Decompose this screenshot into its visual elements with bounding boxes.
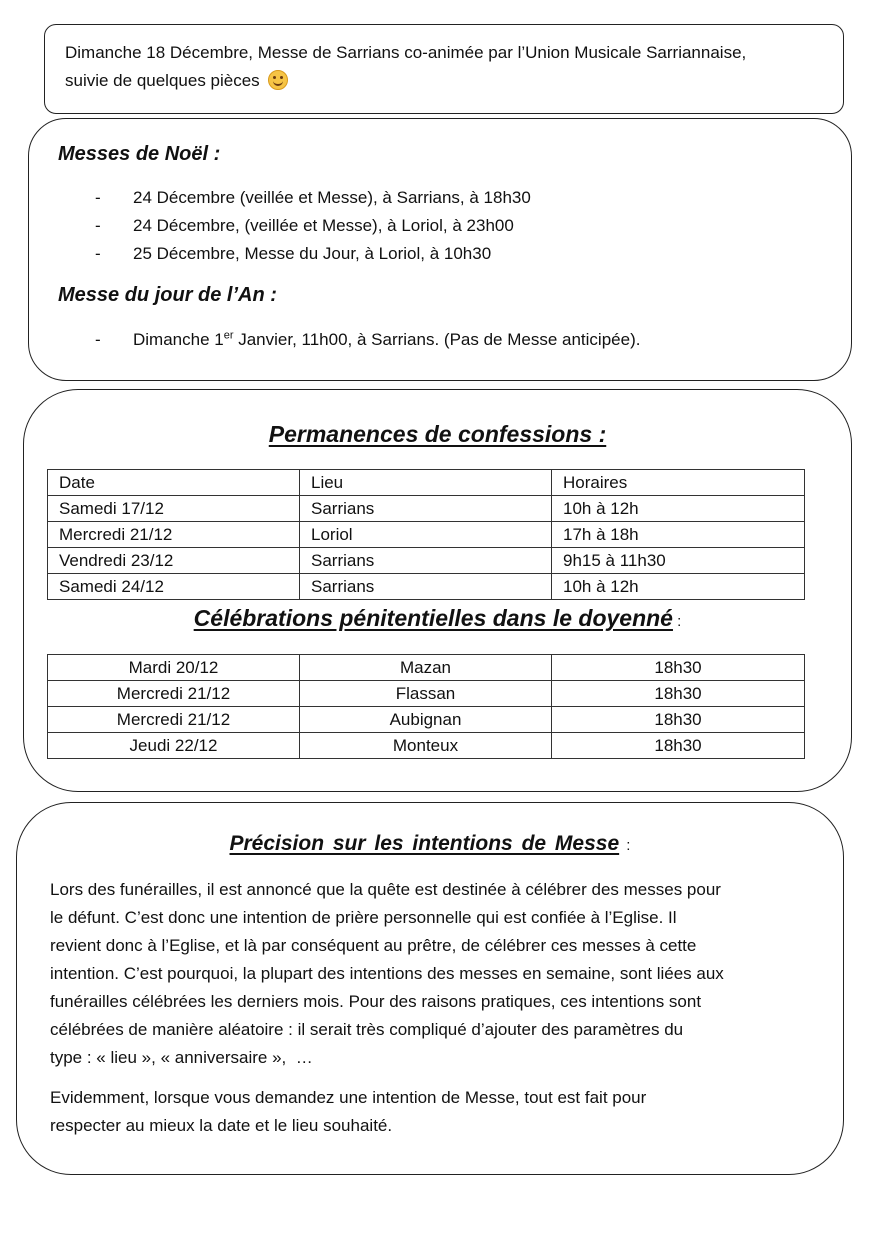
confessions-title xyxy=(24,421,851,448)
intro-line-1: Dimanche 18 Décembre, Messe de Sarrians co-animée par l’Union Musicale Sarriannaise, xyxy=(65,43,747,62)
table-row xyxy=(48,707,805,733)
intentions-title-suffix: : xyxy=(619,837,631,854)
list-item-text: 25 Décembre, Messe du Jour, à Loriol, à 10h30 xyxy=(133,244,492,263)
table-cell: Sarrians xyxy=(300,496,552,522)
confessions-box xyxy=(23,389,852,792)
table-cell: Mardi 20/12 xyxy=(48,655,300,681)
table-header-row xyxy=(48,470,805,496)
table-row xyxy=(48,655,805,681)
table-cell: 18h30 xyxy=(552,733,805,759)
intro-line-2-text: suivie de quelques pièces xyxy=(65,71,260,90)
list-item-text: 24 Décembre, (veillée et Messe), à Loriol, à 23h00 xyxy=(133,216,514,235)
paragraph-line: célébrées de manière aléatoire : il serait très compliqué d’ajouter des paramètres du xyxy=(50,1020,684,1039)
table-row xyxy=(48,548,805,574)
table-cell: Aubignan xyxy=(300,707,552,733)
table-cell: 17h à 18h xyxy=(552,522,805,548)
table-cell: 10h à 12h xyxy=(552,496,805,522)
table-row xyxy=(48,574,805,600)
paragraph-line: funérailles célébrées les derniers mois. Pour des raisons pratiques, ces intentions sont xyxy=(50,992,702,1011)
smiling-face-icon xyxy=(268,70,288,90)
table-cell: 9h15 à 11h30 xyxy=(552,548,805,574)
paragraph-line: intention. C’est pourquoi, la plupart des intentions des messes en semaine, sont liées aux xyxy=(50,964,724,983)
paragraph-line: type : « lieu », « anniversaire », … xyxy=(50,1048,313,1067)
penitential-table xyxy=(47,654,805,759)
bullet-dash: - xyxy=(95,330,101,349)
intro-line-2 xyxy=(65,67,823,95)
table-cell: Samedi 17/12 xyxy=(48,496,300,522)
bullet-dash: - xyxy=(95,244,101,263)
christmas-masses-box xyxy=(28,118,852,381)
table-row xyxy=(48,496,805,522)
table-cell: 18h30 xyxy=(552,707,805,733)
list-item xyxy=(95,326,640,354)
new-year-title: Messe du jour de l’An : xyxy=(58,284,277,306)
intentions-box xyxy=(16,802,844,1175)
penitential-title-text: Célébrations pénitentielles dans le doyenné xyxy=(193,605,673,631)
table-cell: 10h à 12h xyxy=(552,574,805,600)
intro-box xyxy=(44,24,844,114)
list-item xyxy=(95,184,531,212)
table-cell: 18h30 xyxy=(552,655,805,681)
list-item xyxy=(95,240,531,268)
confessions-title-text: Permanences de confessions : xyxy=(268,421,607,447)
confessions-table xyxy=(47,469,805,600)
christmas-list xyxy=(95,184,531,268)
bullet-dash: - xyxy=(95,188,101,207)
table-cell: Jeudi 22/12 xyxy=(48,733,300,759)
table-cell: Flassan xyxy=(300,681,552,707)
penitential-title xyxy=(24,605,851,632)
new-year-list xyxy=(95,326,640,354)
table-cell: Sarrians xyxy=(300,548,552,574)
intentions-title xyxy=(17,832,843,856)
new-year-text-rest: Janvier, 11h00, à Sarrians. (Pas de Messe anticipée). xyxy=(233,330,641,349)
table-header-cell: Date xyxy=(48,470,300,496)
table-cell: Monteux xyxy=(300,733,552,759)
bullet-dash: - xyxy=(95,216,101,235)
table-row xyxy=(48,681,805,707)
paragraph-line: Lors des funérailles, il est annoncé que la quête est destinée à célébrer des messes pour xyxy=(50,880,721,899)
christmas-title: Messes de Noël : xyxy=(58,143,221,165)
paragraph-line: Evidemment, lorsque vous demandez une intention de Messe, tout est fait pour xyxy=(50,1088,647,1107)
table-cell: Sarrians xyxy=(300,574,552,600)
paragraph-line: le défunt. C’est donc une intention de prière personnelle qui est confiée à l’Eglise. Il xyxy=(50,908,677,927)
ordinal-suffix: er xyxy=(223,329,234,342)
table-header-cell: Lieu xyxy=(300,470,552,496)
new-year-text: Dimanche 1 xyxy=(133,330,224,349)
table-header-cell: Horaires xyxy=(552,470,805,496)
table-cell: Mazan xyxy=(300,655,552,681)
table-cell: Mercredi 21/12 xyxy=(48,707,300,733)
table-row xyxy=(48,733,805,759)
list-item xyxy=(95,212,531,240)
table-cell: Loriol xyxy=(300,522,552,548)
intentions-paragraph-2 xyxy=(50,1084,820,1140)
penitential-title-suffix: : xyxy=(672,613,682,630)
paragraph-line: revient donc à l’Eglise, et là par conséquent au prêtre, de célébrer ces messes à cette xyxy=(50,936,697,955)
intentions-paragraph-1 xyxy=(50,876,820,1072)
list-item-text: 24 Décembre (veillée et Messe), à Sarrians, à 18h30 xyxy=(133,188,531,207)
table-cell: Samedi 24/12 xyxy=(48,574,300,600)
intentions-title-text: Précision sur les intentions de Messe xyxy=(229,832,620,855)
table-cell: Mercredi 21/12 xyxy=(48,522,300,548)
paragraph-line: respecter au mieux la date et le lieu souhaité. xyxy=(50,1116,393,1135)
table-row xyxy=(48,522,805,548)
table-cell: Vendredi 23/12 xyxy=(48,548,300,574)
table-cell: Mercredi 21/12 xyxy=(48,681,300,707)
table-cell: 18h30 xyxy=(552,681,805,707)
